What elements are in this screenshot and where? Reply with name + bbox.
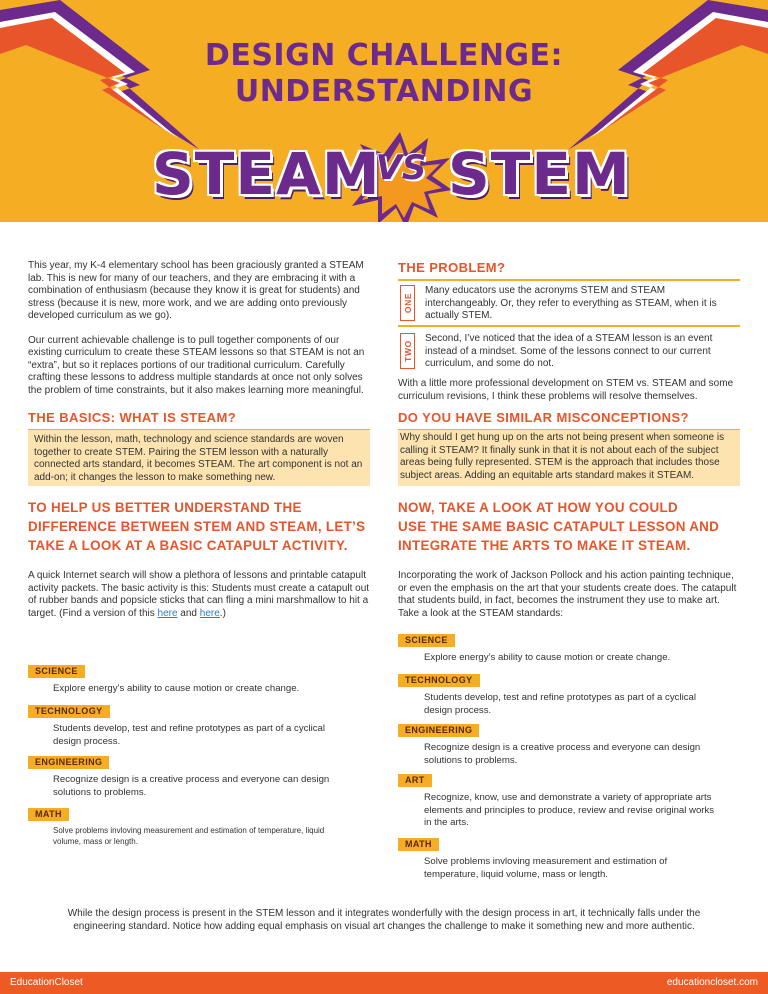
heading-line: NOW, TAKE A LOOK AT HOW YOU COULD xyxy=(398,500,678,515)
standard-tag-engineering: ENGINEERING xyxy=(28,756,109,769)
heading-line: TAKE A LOOK AT A BASIC CATAPULT ACTIVITY. xyxy=(28,538,348,553)
divider xyxy=(398,844,724,846)
basics-heading: THE BASICS: WHAT IS STEAM? xyxy=(28,410,237,425)
divider xyxy=(398,279,740,281)
heading-line: TO HELP US BETTER UNDERSTAND THE xyxy=(28,500,302,515)
standard-text: Recognize, know, use and demonstrate a variety of appropriate arts elements and principles to produce, review and revise original works in the arts. xyxy=(424,792,715,828)
heading-line: INTEGRATE THE ARTS TO MAKE IT STEAM. xyxy=(398,538,691,553)
standard-tag-math: MATH xyxy=(28,808,69,821)
problem-two-text: Second, I’ve noticed that the idea of a STEAM lesson is an event instead of a mindset. Some of the lessons connect to our current curriculum, and some do not. xyxy=(425,333,713,369)
misconceptions-heading: DO YOU HAVE SIMILAR MISCONCEPTIONS? xyxy=(398,410,689,425)
here-link-1[interactable]: here xyxy=(157,607,178,619)
standard-tag-technology: TECHNOLOGY xyxy=(398,674,480,687)
intro-section xyxy=(28,260,370,397)
standard-tag-science: SCIENCE xyxy=(398,634,455,647)
standard-text: Students develop, test and refine prototypes as part of a cyclical design process. xyxy=(424,692,696,716)
standard-tag-art: ART xyxy=(398,774,432,787)
divider xyxy=(28,814,354,816)
conclusion-text: While the design process is present in the STEM lesson and it integrates wonderfully with the design process in art, it technically falls under the engineering standard. Notice how adding equal emphasis on visual art changes the challenge to make it something new and more authentic. xyxy=(67,908,701,932)
footer-brand: EducationCloset xyxy=(10,977,83,988)
standard-text: Solve problems invloving measurement and estimation of temperature, liquid volume, mass or length. xyxy=(53,826,325,846)
standard-tag-technology: TECHNOLOGY xyxy=(28,705,110,718)
steam-word: STEAM xyxy=(152,140,381,208)
footer-website-link[interactable]: educationcloset.com xyxy=(666,977,758,988)
stem-activity-heading xyxy=(28,498,370,555)
misconceptions-section xyxy=(398,410,740,431)
title-line-1: DESIGN CHALLENGE: xyxy=(204,38,564,73)
heading-line: USE THE SAME BASIC CATAPULT LESSON AND xyxy=(398,519,720,534)
heading-line: DIFFERENCE BETWEEN STEM AND STEAM, LET’S xyxy=(28,519,366,534)
stem-activity-text: A quick Internet search will show a plethora of lessons and printable catapult activity packets. The basic activity is this: Students must create a catapult out of rubber bands and popsicle sticks that can fling a mini marshmallow to hit a target. (Find a version of this here and here.) xyxy=(28,570,370,619)
standard-text: Explore energy’s ability to cause motion or create change. xyxy=(53,683,300,694)
vs-label: VS xyxy=(375,148,427,188)
misconceptions-text: Why should I get hung up on the arts not being present when someone is calling it STEAM? It finally sunk in that it is not about each of the subject areas being fully represented. STEM is the approach that includes those subject areas. Adding an equitable arts standard makes it STEAM. xyxy=(400,432,725,481)
standard-text: Explore energy’s ability to cause motion or create change. xyxy=(424,652,671,663)
intro-paragraph-2: Our current achievable challenge is to pull together components of our existing curriculum to create these STEAM lessons so that STEAM is not an “extra”, but so it replaces portions of our traditional curriculum. Carefully crafting these lessons to address multiple standards at once not only solves the problem of time constraints, but it also makes learning more meaningful. xyxy=(28,334,365,396)
steam-activity-heading xyxy=(398,498,740,555)
header-banner xyxy=(0,0,768,222)
problem-section xyxy=(398,260,740,281)
standard-tag-science: SCIENCE xyxy=(28,665,85,678)
stem-word: STEM xyxy=(448,140,631,208)
problem-closing-text: With a little more professional development on STEM vs. STEAM and some curriculum revisions, I think these problems will resolve themselves. xyxy=(398,378,734,402)
standard-text: Solve problems invloving measurement and estimation of temperature, liquid volume, mass or length. xyxy=(424,856,668,880)
number-tab-one: ONE xyxy=(400,285,415,321)
standard-text: Recognize design is a creative process and everyone can design solutions to problems. xyxy=(424,742,701,766)
here-link-2[interactable]: here xyxy=(199,607,220,619)
basics-box xyxy=(28,430,370,486)
divider xyxy=(398,325,740,327)
steam-activity-text: Incorporating the work of Jackson Pollock and his action painting technique, or even the emphasis on the art that your students create does. The catapult that students build, in fact, becomes the instrument they use to make art. Take a look at the STEAM standards: xyxy=(398,570,737,619)
number-tab-two: TWO xyxy=(400,333,415,369)
intro-paragraph-1: This year, my K-4 elementary school has been graciously granted a STEAM lab. This is new for many of our teachers, and they are embracing it with a combination of enthusiasm (because they know it is great for students) and stress (because it is new, more work, and we are adding onto previously developed curriculum as we go). xyxy=(28,260,364,321)
footer-bar xyxy=(0,972,768,994)
standard-tag-engineering: ENGINEERING xyxy=(398,724,479,737)
standard-text: Students develop, test and refine prototypes as part of a cyclical design process. xyxy=(53,723,325,747)
misconceptions-box xyxy=(398,430,740,486)
standard-text: Recognize design is a creative process and everyone can design solutions to problems. xyxy=(53,774,330,798)
title-line-2: UNDERSTANDING xyxy=(234,74,534,109)
divider xyxy=(398,780,724,782)
problem-one-text: Many educators use the acronyms STEM and STEAM interchangeably. Or, they refer to everything as STEAM, when it is actually STEM. xyxy=(425,285,717,321)
basics-text: Within the lesson, math, technology and science standards are woven together to create STEM. Pairing the STEM lesson with a naturally connected arts standard, it becomes STEAM. The art component is not an add-on; it changes the lesson to make something new. xyxy=(34,434,363,483)
standard-tag-math: MATH xyxy=(398,838,439,851)
basics-section xyxy=(28,410,370,431)
problem-heading: THE PROBLEM? xyxy=(398,260,506,275)
